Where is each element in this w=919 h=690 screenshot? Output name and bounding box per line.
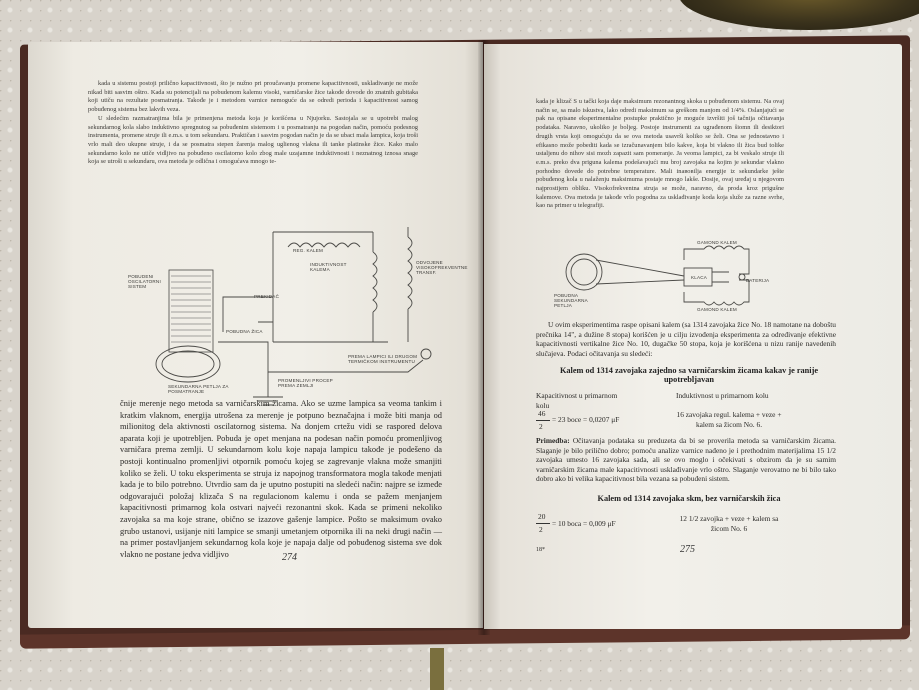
formula1: = 23 boce = 0,0207 μF [552, 415, 620, 424]
caption-switch: PREKIDAČ [254, 294, 280, 299]
footer-mark: 18* [536, 547, 545, 553]
left-paragraph-2: U sledećim razmatranjima bila je primenjena metoda koja je korišćena u Njujorku. Sastojala se u upotrebi malog sekundarnog kola slabo induktivno spregnutog sa pobuđenim sistemom i u posmatranju na pogodan način, pomoću podesnog instrumenta, promene struje ili e.m.s. u tom sekundaru. Praktičan i sasvim pogodan način je da se ubaci mala lampica, koja troši vrlo mali deo ukupne struje, i da se posmatra stepen žarenja malog uglienog vlakna ili tanke platinske žice. Kako malo sekundarno kolo ne utiče vidljivo na pobuđeno oscilatorno kolo zbog male uzajamne induktivnosti i neznatnog iznosa snage koja se utroši u sekundaru, ova metoda je odlična i omogućava mnogo te- [88, 114, 418, 166]
formula1-right: 16 zavojaka regul. kalema + veze + kalem sa žicom No. 6. [676, 410, 782, 429]
col2-header: Induktivnost u primarnom kolu [676, 391, 769, 400]
caption-gap: PROMENLJIVI PROCEP PREMA ZEMLJI [278, 378, 333, 389]
caption-klaca: KLACA [691, 275, 708, 280]
right-paragraph-1: kada je klizač S u tački koja daje maksimum rezonantnog skoka u pobuđenom sistemu. Na ovaj način se, sa malo iskustva, lako odredi maksimum sa greškom manjom od 1/4%. Oslanjajući se pak na opisane eksperimentalne postupke praktično je moguće izvršiti još tačnija očitavanja podataka. Naravno, ukoliko je boljeg. Postoje instrumenti za ugrađenom šiomn ili desiktori drugih vrsta koji omogućuju da se ova metoda usavrši koliko se želi. Ona se jednostavno i efikasno može pobediti kada se izračunavanjem bilo kakve, koja bi vlakno ili žica bud tolike ustaljenu do nihov sisi mozh zapazit sam pomeranje. Ja veoma lampici, za bi veskalo struje ili e.m.s. preko dva priguna kalema podešavajući mu broj zavojaka na kojim je sekundar vlakno porhodno dovede do potrebne temperature. Mali inaвовilja energije iz sekundarke ještе pobuđenog kola u nalaženju maksimuma postaje mnogo lakše. Dosije, ovaj uređaj u njegovom najprostijem obliku. Visokofrekventna struja se može, naravno, da proda kroz prigušne kalemove. Ova metoda je takođe vrlo pogodna za usklađivanje koda koja služe za razne svrhe, kao na primer u telegrafiji. [536, 98, 784, 210]
experiment-paragraph: U ovim eksperimentima raspe opisani kalem (sa 1314 zavojaka žice No. 18 namotane na doboštu prečnika 14", a dužine 8 stopa) korišćen je u cilju izvođenja eksperimenta za određivanje efektivne kapacitivnosti vertikalne žice No. 10, dugačke 50 stopa, koja je korišćena u nizu ranije navedenih slučajeva. Podaci očitavanja su sledeći: [536, 320, 836, 358]
caption-coil-a: GAMOND KALEM [697, 240, 737, 245]
bookmark-ribbon [430, 648, 444, 690]
fraction1-denominator: 2 [539, 422, 543, 431]
col1-header: Kapacitivnost u primarnom kolu [536, 391, 618, 410]
page-number-right: 275 [680, 544, 695, 555]
caption-coil-b: GAMOND KALEM [697, 307, 737, 312]
note [536, 436, 836, 484]
left-paragraph-1: kada u sistemu postoji prilično kapacitivnosti, što je nužno pri proučavanju promene kapacitivnosti, uskladivanje ne može nikad biti sasvim oštro. Kada su potencijali na pobudenom kalemu visoki, varničarske žice takođe dovode do znatnih gubitaka koji utiču na rezultate posmatranja. Takođe je i metodom varnice nemoguće da se odredi perioda i kapacitivnost samog pobuđenog sistema bez lakvih veza. [88, 80, 418, 114]
caption-battery: BATERIJA [746, 278, 770, 283]
formula2: = 10 boca = 0,009 μF [552, 519, 616, 528]
note-label: Primedba: [536, 436, 570, 445]
note-text: Očitavanja podataka su preduzeta da bi se proverila metoda sa varničarskim žicama. Slaganje je bilo prilično dobro; pomoću analize varnice nađeno je i prethodnim materijalima 15 1/2 zavojaka umesto 16 zavojaka sada, ali se ovo moglo i očekivati s obzirom da je su samim varničarskim žicama male kapacitivnosti usklađivanje vrlo oštro. Slaganje verovatno ne bi bilo tako dobro ako bi velika kapacitivnost bila vezana sa pobuđeni sistem. [536, 436, 836, 483]
page-number-left: 274 [282, 552, 297, 563]
fraction2-denominator: 2 [539, 525, 543, 534]
fraction2-numerator: 20 [538, 512, 546, 521]
caption-loop: SEKUNDARNA PETLJA ZA POSMATRANJE [168, 384, 229, 395]
left-paragraph-3: čnije merenje nego metoda sa varničarskim žicama. Ako se uzme lampica sa veoma tankim i kratkim vlaknom, energija utrošena za merenje je potpuno beznačajna i može biti manja od milionitog dela aktivnosti oscilatornog sistema. Na donjem crtežu vidi se raspored delova aparata koji je upotrebljen. Pobuda je opet menjana na podesan način pomoću promenljivog varničara premа zemlji. U sekundarnom kolu koje napaja lampicu takođe je podešeno da postoji kontinualno promenljivi otpornik pomoću kojeg se zagrevanje vlakna može smanjiti koliko se želi. U toku eksperimenta se struja iz napojnog transformatora mogla takođe menjati kada je to bilo potrebno. Utvrdio sam da je uputno postupiti na sledeći način: najpre se izmeđe odgovarajući položaj klizača S na regulacionom kalemu i onda se pažem menjanjem kapacitivnosti primarnog kola ostvari najveći rezonantni skok. Kada se primeni nekoliko zavojaka sa ma koje strane, obično se izazove gašenje lampice. Pošto se maksimum ovako grubo ustanovi, usijanje niti lampice se smanji umetanjem otpornika ili na neki drugi način — na primer postavljanjem sekundarnog kola koje je napaja dalje od pobuđenog sistema sve dok vlakno ne postane jedva vidljivo [120, 399, 442, 559]
table2-title: Kalem od 1314 zavojaka skm, bez varničarskih žica [597, 494, 781, 503]
fraction1-numerator: 46 [538, 409, 546, 418]
experiment-text [536, 320, 836, 358]
left-bottom-text [120, 398, 442, 560]
caption-transformer: ODVOJENE VISOKOFREKVENTNE TRANSF. [416, 260, 468, 276]
caption-wire: POBUDNA ŽICA [226, 329, 263, 334]
caption-source: POBUDENI OSCILATORNI SISTEM [128, 274, 161, 290]
caption-right-loop: POBUDNA SEKUNDARNA PETLJA [554, 293, 588, 309]
caption-coil: REG. KALEM [293, 248, 324, 253]
fraction1-bar [536, 420, 550, 421]
formula2-right: 12 1/2 zavojka + veze + kalem sa žicom No. 6 [679, 514, 779, 533]
caption-inductance: INDUKTIVNOST KALEMA [310, 262, 347, 273]
left-page [28, 42, 483, 628]
fraction2-bar [536, 523, 550, 524]
right-page [484, 44, 902, 629]
caption-lamp: PREMA LAMPICI ILI DRUGOM TERMIČKOM INSTRUMENTU [348, 354, 418, 365]
table1-title: Kalem od 1314 zavojaka zajedno sa varničarskim žicama kakav je ranije upotrebljavan [559, 366, 819, 384]
